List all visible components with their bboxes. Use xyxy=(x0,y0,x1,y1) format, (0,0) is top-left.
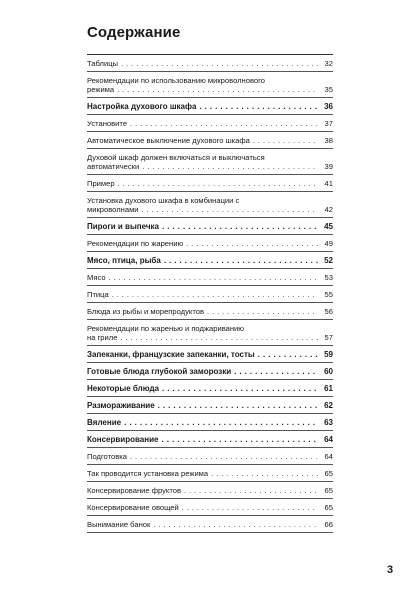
toc-entry[interactable] xyxy=(87,55,333,72)
dot-leader xyxy=(182,503,318,512)
toc-entry-row xyxy=(87,418,333,427)
toc-entry[interactable] xyxy=(87,431,333,448)
dot-leader xyxy=(162,222,318,231)
toc-entry-row xyxy=(87,384,333,393)
dot-leader xyxy=(121,59,318,68)
toc-entry[interactable] xyxy=(87,149,333,175)
toc-entry-row xyxy=(87,367,333,376)
toc-entry-row xyxy=(87,256,333,265)
toc-entry-title: Пироги и выпечка xyxy=(87,222,159,231)
toc-entry-page: 39 xyxy=(324,162,333,171)
toc-entry[interactable] xyxy=(87,482,333,499)
toc-entry[interactable] xyxy=(87,303,333,320)
toc-entry-page: 59 xyxy=(324,350,333,359)
toc-entry-title: Так проводится установка режима xyxy=(87,469,209,478)
toc-entry-title: Вяление xyxy=(87,418,122,427)
toc-entry-title: Консервирование овощей xyxy=(87,503,179,512)
toc-entry[interactable] xyxy=(87,499,333,516)
toc-entry[interactable] xyxy=(87,448,333,465)
toc-entry-title-line: Духовой шкаф должен включаться и выключаться xyxy=(87,153,265,162)
toc-entry-row xyxy=(87,162,333,171)
toc-entry-title: автоматически xyxy=(87,162,140,171)
dot-leader xyxy=(207,307,318,316)
toc-entry-page: 38 xyxy=(324,136,333,145)
toc-entry[interactable] xyxy=(87,346,333,363)
toc-entry-row xyxy=(87,503,333,512)
toc-entry[interactable] xyxy=(87,516,333,533)
toc-entry[interactable] xyxy=(87,252,333,269)
toc-entry-row xyxy=(87,307,333,316)
toc-entry-title: Настройка духового шкафа xyxy=(87,102,197,111)
toc-entry[interactable] xyxy=(87,414,333,431)
toc-entry[interactable] xyxy=(87,380,333,397)
toc-entry-row xyxy=(87,469,333,478)
dot-leader xyxy=(112,290,318,299)
toc-entry-title: Вынимание банок xyxy=(87,520,151,529)
toc-entry-page: 42 xyxy=(324,205,333,214)
dot-leader xyxy=(211,469,318,478)
toc-entry-page: 49 xyxy=(324,239,333,248)
toc-entry-title: Размораживание xyxy=(87,401,155,410)
dot-leader xyxy=(234,367,318,376)
toc-entry-title-line: Рекомендации по жаренью и поджариванию xyxy=(87,324,244,333)
toc-entry-title-line: Установка духового шкафа в комбинации с xyxy=(87,196,240,205)
dot-leader xyxy=(184,486,318,495)
page-number: 3 xyxy=(387,564,394,576)
dot-leader xyxy=(109,273,318,282)
toc-entry[interactable] xyxy=(87,269,333,286)
toc-entry-title: на гриле xyxy=(87,333,118,342)
toc-entry-row xyxy=(87,205,333,214)
toc-entry[interactable] xyxy=(87,218,333,235)
toc-entry-row xyxy=(87,119,333,128)
toc-entry[interactable] xyxy=(87,175,333,192)
toc-entry-page: 65 xyxy=(324,469,333,478)
dot-leader xyxy=(161,435,318,444)
page-title: Содержание xyxy=(87,24,181,41)
toc-entry[interactable] xyxy=(87,286,333,303)
toc-entry-page: 61 xyxy=(324,384,333,393)
toc-entry[interactable] xyxy=(87,320,333,346)
toc-entry-row xyxy=(87,520,333,529)
toc-entry-page: 53 xyxy=(324,273,333,282)
toc-entry[interactable] xyxy=(87,192,333,218)
toc-entry-title: Установите xyxy=(87,119,128,128)
toc-entry-page: 56 xyxy=(324,307,333,316)
toc-entry-page: 66 xyxy=(324,520,333,529)
dot-leader xyxy=(118,179,318,188)
toc-entry-page: 37 xyxy=(324,119,333,128)
toc-entry-title: Блюда из рыбы и морепродуктов xyxy=(87,307,204,316)
toc-entry-row xyxy=(87,435,333,444)
dot-leader xyxy=(130,119,318,128)
toc-entry-page: 32 xyxy=(324,59,333,68)
dot-leader xyxy=(158,401,318,410)
toc-entry-title: Некоторые блюда xyxy=(87,384,159,393)
toc-entry-page: 63 xyxy=(324,418,333,427)
toc-entry-row xyxy=(87,290,333,299)
toc-entry-row xyxy=(87,102,333,111)
dot-leader xyxy=(164,256,318,265)
dot-leader xyxy=(258,350,318,359)
toc-entry-title: Птица xyxy=(87,290,109,299)
toc-entry-page: 57 xyxy=(324,333,333,342)
toc-entry-page: 45 xyxy=(324,222,333,231)
toc-entry-row xyxy=(87,486,333,495)
toc-entry-row xyxy=(87,333,333,342)
toc-entry[interactable] xyxy=(87,465,333,482)
toc-entry-page: 62 xyxy=(324,401,333,410)
toc-entry-row xyxy=(87,273,333,282)
dot-leader xyxy=(117,85,318,94)
dot-leader xyxy=(162,384,318,393)
toc-entry-row xyxy=(87,452,333,461)
toc-entry-page: 60 xyxy=(324,367,333,376)
dot-leader xyxy=(186,239,318,248)
dot-leader xyxy=(199,102,318,111)
toc-entry-title: Консервирование xyxy=(87,435,159,444)
toc-entry[interactable] xyxy=(87,72,333,98)
toc-entry-title: Запеканки, французские запеканки, тосты xyxy=(87,350,255,359)
toc-entry-title: Готовые блюда глубокой заморозки xyxy=(87,367,232,376)
toc-entry-page: 52 xyxy=(324,256,333,265)
toc-entry-title: Таблицы xyxy=(87,59,119,68)
toc-entry-page: 65 xyxy=(324,486,333,495)
toc-entry-title: Мясо, птица, рыба xyxy=(87,256,161,265)
toc-entry-row xyxy=(87,136,333,145)
toc-entry-row xyxy=(87,222,333,231)
dot-leader xyxy=(142,162,318,171)
toc-entry-title: режима xyxy=(87,85,115,94)
toc-entry-title-line: Рекомендации по использованию микроволнового xyxy=(87,76,265,85)
toc-entry-row xyxy=(87,401,333,410)
dot-leader xyxy=(120,333,318,342)
dot-leader xyxy=(253,136,318,145)
toc-entry-page: 64 xyxy=(324,452,333,461)
toc-entry-row xyxy=(87,59,333,68)
table-of-contents xyxy=(87,54,333,533)
toc-entry-row xyxy=(87,350,333,359)
toc-entry-page: 55 xyxy=(324,290,333,299)
toc-entry[interactable] xyxy=(87,115,333,132)
toc-entry-page: 35 xyxy=(324,85,333,94)
toc-entry-title: микроволнами xyxy=(87,205,139,214)
dot-leader xyxy=(153,520,318,529)
toc-entry[interactable] xyxy=(87,98,333,115)
toc-entry-row xyxy=(87,85,333,94)
toc-entry[interactable] xyxy=(87,132,333,149)
toc-entry-title: Пример xyxy=(87,179,115,188)
toc-entry-row xyxy=(87,179,333,188)
toc-entry-title: Рекомендации по жарению xyxy=(87,239,184,248)
dot-leader xyxy=(124,418,318,427)
toc-entry-page: 64 xyxy=(324,435,333,444)
toc-entry-title: Консервирование фруктов xyxy=(87,486,181,495)
toc-entry-page: 65 xyxy=(324,503,333,512)
toc-entry[interactable] xyxy=(87,235,333,252)
dot-leader xyxy=(130,452,318,461)
dot-leader xyxy=(142,205,318,214)
toc-entry-title: Подготовка xyxy=(87,452,127,461)
toc-entry[interactable] xyxy=(87,363,333,380)
toc-entry-row xyxy=(87,239,333,248)
toc-entry-title: Мясо xyxy=(87,273,106,282)
toc-entry-page: 36 xyxy=(324,102,333,111)
toc-entry-page: 41 xyxy=(324,179,333,188)
toc-entry[interactable] xyxy=(87,397,333,414)
toc-entry-title: Автоматическое выключение духового шкафа xyxy=(87,136,250,145)
